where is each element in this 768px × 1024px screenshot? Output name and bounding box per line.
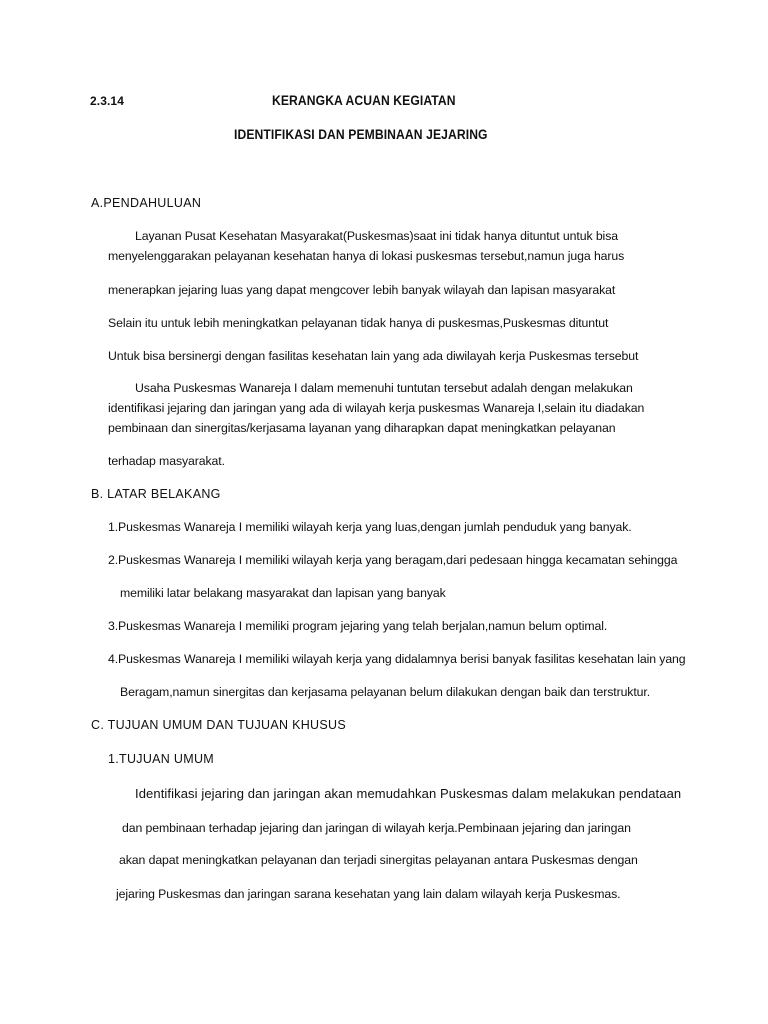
section-a-line: Layanan Pusat Kesehatan Masyarakat(Puskesmas)saat ini tidak hanya dituntut untuk bisa: [135, 229, 618, 243]
section-c-subheading: 1.TUJUAN UMUM: [108, 752, 214, 766]
section-a-line: identifikasi jejaring dan jaringan yang ada di wilayah kerja puskesmas Wanareja I,selain itu diadakan: [108, 401, 645, 415]
section-c-line: dan pembinaan terhadap jejaring dan jaringan di wilayah kerja.Pembinaan jejaring dan jaringan: [122, 821, 631, 835]
section-c-line: jejaring Puskesmas dan jaringan sarana kesehatan yang lain dalam wilayah kerja Puskesmas.: [116, 887, 621, 901]
section-a-line: pembinaan dan sinergitas/kerjasama layanan yang diharapkan dapat meningkatkan pelayanan: [108, 421, 616, 435]
section-a-heading: A.PENDAHULUAN: [91, 196, 202, 210]
section-c-line: Identifikasi jejaring dan jaringan akan memudahkan Puskesmas dalam melakukan pendataan: [135, 786, 682, 801]
section-a-line: menyelenggarakan pelayanan kesehatan hanya di lokasi puskesmas tersebut,namun juga harus: [108, 249, 625, 263]
section-b-line: 2.Puskesmas Wanareja I memiliki wilayah kerja yang beragam,dari pedesaan hingga kecamatan sehingga: [108, 553, 678, 567]
section-a-line: Usaha Puskesmas Wanareja I dalam memenuhi tuntutan tersebut adalah dengan melakukan: [135, 381, 633, 395]
section-b-line: 4.Puskesmas Wanareja I memiliki wilayah kerja yang didalamnya berisi banyak fasilitas kesehatan lain yang: [108, 652, 686, 666]
section-a-line: terhadap masyarakat.: [108, 454, 225, 468]
section-a-line: Untuk bisa bersinergi dengan fasilitas kesehatan lain yang ada diwilayah kerja Puskesmas tersebut: [108, 349, 639, 363]
document-code: 2.3.14: [90, 94, 124, 108]
document-subtitle: IDENTIFIKASI DAN PEMBINAAN JEJARING: [234, 127, 488, 142]
section-c-heading: C. TUJUAN UMUM DAN TUJUAN KHUSUS: [91, 718, 346, 732]
section-c-line: akan dapat meningkatkan pelayanan dan terjadi sinergitas pelayanan antara Puskesmas dengan: [119, 853, 638, 867]
section-a-line: menerapkan jejaring luas yang dapat mengcover lebih banyak wilayah dan lapisan masyarakat: [108, 283, 616, 297]
section-b-line: 3.Puskesmas Wanareja I memiliki program jejaring yang telah berjalan,namun belum optimal.: [108, 619, 608, 633]
section-a-line: Selain itu untuk lebih meningkatkan pelayanan tidak hanya di puskesmas,Puskesmas dituntut: [108, 316, 609, 330]
document-title: KERANGKA ACUAN KEGIATAN: [272, 93, 456, 108]
section-b-heading: B. LATAR BELAKANG: [91, 487, 221, 501]
section-b-line: Beragam,namun sinergitas dan kerjasama pelayanan belum dilakukan dengan baik dan terstruktur.: [120, 685, 651, 699]
section-b-line: memiliki latar belakang masyarakat dan lapisan yang banyak: [120, 586, 446, 600]
section-b-line: 1.Puskesmas Wanareja I memiliki wilayah kerja yang luas,dengan jumlah penduduk yang banyak.: [108, 520, 632, 534]
